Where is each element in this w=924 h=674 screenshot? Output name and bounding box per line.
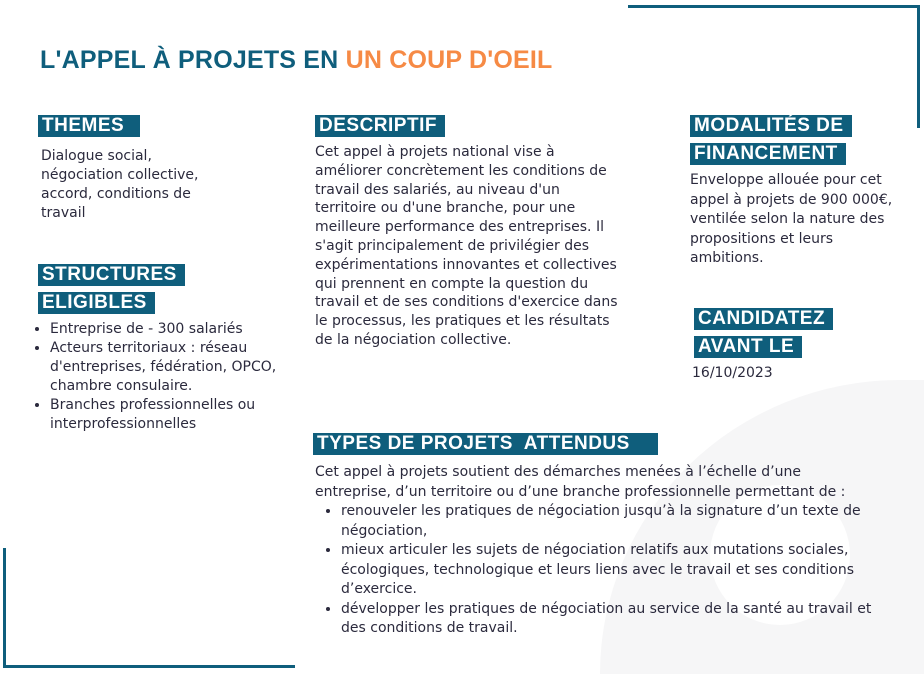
list-item: • mieux articuler les sujets de négociation relatifs aux mutations sociales, écologiques, technologique et leurs liens avec le travail et ses conditions d’exercice. — [341, 541, 883, 600]
frame-line-bottom — [3, 665, 295, 668]
financement-text: Enveloppe allouée pour cet appel à projets de 900 000€, ventilée selon la nature des propositions et leurs ambitions. — [690, 172, 893, 266]
descriptif-text: Cet appel à projets national vise à améliorer concrètement les conditions de travail des salariés, au niveau d'un territoire ou d'une branche, pour une meilleure performance des entreprises. Il s'agit principalement de privilégier des expérimentations innovantes et collectives qui prennent en compte la question du travail et de ses conditions d'exercice dans le processus, les pratiques et les résultats de la négociation collective. — [315, 144, 618, 348]
types-section — [313, 433, 883, 639]
types-heading: TYPES DE PROJETS ATTENDUS — [313, 433, 658, 455]
themes-heading: THEMES — [38, 115, 140, 137]
themes-section — [38, 115, 238, 223]
list-item: • renouveler les pratiques de négociation jusqu’à la signature d’un texte de négociation, — [341, 502, 883, 541]
frame-line-right — [917, 5, 920, 128]
financement-heading-1: MODALITÉS DE — [690, 115, 852, 137]
deadline-date: 16/10/2023 — [692, 365, 773, 381]
title-accent: UN COUP D'OEIL — [345, 46, 553, 74]
list-item: • Acteurs territoriaux : réseau d'entreprises, fédération, OPCO, chambre consulaire. — [50, 339, 288, 396]
financement-section — [690, 115, 910, 269]
types-intro: Cet appel à projets soutient des démarches menées à l’échelle d’une entreprise, d’un territoire ou d’une branche professionnelle permettant de : — [315, 464, 846, 500]
page-title: L'APPEL À PROJETS EN UN COUP D'OEIL — [40, 46, 553, 74]
descriptif-section — [315, 115, 635, 350]
structures-section — [38, 264, 288, 434]
frame-line-top — [628, 5, 920, 8]
candidatez-heading-1: CANDIDATEZ — [694, 308, 833, 330]
structures-heading-1: STRUCTURES — [38, 264, 185, 286]
descriptif-heading: DESCRIPTIF — [315, 115, 445, 137]
list-item: • Branches professionnelles ou interprofessionnelles — [50, 396, 288, 434]
structures-heading-2: ELIGIBLES — [38, 292, 155, 314]
candidatez-heading-2: AVANT LE — [694, 336, 802, 358]
candidatez-section — [694, 308, 894, 383]
frame-line-left — [3, 548, 6, 668]
list-item: • développer les pratiques de négociation au service de la santé au travail et des conditions de travail. — [341, 600, 883, 639]
financement-heading-2: FINANCEMENT — [690, 143, 846, 165]
list-item: • Entreprise de - 300 salariés — [50, 320, 288, 339]
themes-text: Dialogue social, négociation collective, accord, conditions de travail — [41, 148, 199, 221]
